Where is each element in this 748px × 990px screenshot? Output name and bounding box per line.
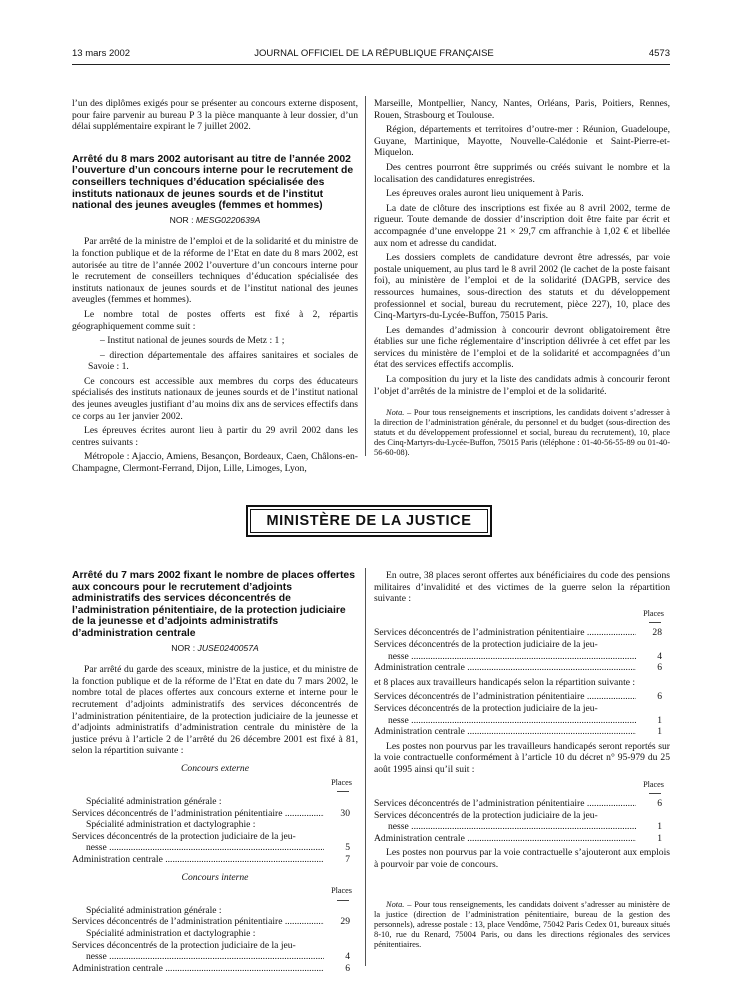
paragraph: Ce concours est accessible aux membres du corps des éducateurs spécialisés des instituts nationaux de jeunes sourds et de l’institut national des jeunes aveugles justifiant d’au moins dix ans de services effectifs dans ce corps au 1er janvier 2002. <box>72 375 358 422</box>
table-row: nesse ..... 5 <box>72 842 358 854</box>
places-header: Places <box>374 779 670 795</box>
specialty-label: Spécialité administration et dactylographie : <box>86 819 256 831</box>
places-header: Places <box>72 777 358 793</box>
external-exam-caption: Concours externe <box>181 762 249 774</box>
table-row: Administration centrale ..... 1 <box>374 833 670 845</box>
table-row: nesse ..... 1 <box>374 821 670 833</box>
table-row: Administration centrale ..... 6 <box>374 662 670 674</box>
header-journal-title: JOURNAL OFFICIEL DE LA RÉPUBLIQUE FRANÇAISE <box>254 48 494 59</box>
table-row: Services déconcentrés de la protection judiciaire de la jeu- <box>374 809 598 821</box>
paragraph: En outre, 38 places seront offertes aux bénéficiaires du code des pensions militaires d’invalidité et des victimes de la guerre selon la répartition suivante : <box>374 570 670 605</box>
table-row: Administration centrale ..... 6 <box>72 963 358 975</box>
paragraph: Par arrêté de la ministre de l’emploi et de la solidarité et du ministre de la fonction publique et de la réforme de l’Etat en date du 8 mars 2002, est autorisée au titre de l’année 2002 l’ouverture d’un concours interne pour le recrutement de conseillers techniques d’éducation spécialisée des instituts nationaux de jeunes sourds et de l’institut national des jeunes aveugles (femmes et hommes). <box>72 236 358 306</box>
paragraph: Les épreuves écrites auront lieu à partir du 29 avril 2002 dans les centres suivants : <box>72 425 358 448</box>
column-divider <box>365 568 366 966</box>
places-header: Places <box>72 885 358 901</box>
list-item: – Institut national de jeunes sourds de Metz : 1 ; <box>100 335 285 347</box>
bottom-right-column <box>374 570 670 953</box>
list-item: – direction départementale des affaires sanitaires et sociales de Savoie : 1. <box>88 349 358 373</box>
ministry-banner: MINISTÈRE DE LA JUSTICE <box>246 505 492 537</box>
table-row: Services déconcentrés de la protection judiciaire de la jeu- <box>374 702 598 714</box>
table-row: Services déconcentrés de l’administration pénitentiaire ..... 6 <box>374 798 670 810</box>
paragraph: Les dossiers complets de candidature devront être adressés, par voie postale uniquement, au plus tard le 8 avril 2002 (le cachet de la poste faisant foi), au ministère de l’emploi et de la solidarité (DAGPB, service des ressources humaines, sous-direction des statuts et du développement professionnel et social, bureau du recrutement, pièce 227), 10, place des Cinq-Martyrs-du-Lycée-Buffon, 75015 Paris. <box>374 252 670 322</box>
paragraph: Les épreuves orales auront lieu uniquement à Paris. <box>386 188 584 200</box>
nota-note <box>374 900 670 950</box>
nota-text: – Pour tous renseignements et inscriptions, les candidats doivent s’adresser à la direction de l’administration générale, du personnel et du budget (sous-direction des statuts et du développement professionnel et social, bureau du recrutement), 10, place des Cinq-Martyrs-du-Lycée-Buffon, 75015 Paris (téléphone : 01-40-56-55-89 ou 01-40-56-60-08). <box>374 408 670 458</box>
specialty-label: Spécialité administration générale : <box>86 796 222 808</box>
column-divider <box>365 96 366 456</box>
nota-label: Nota. <box>386 899 405 909</box>
header-date: 13 mars 2002 <box>72 48 131 59</box>
nor-code: JUSE0240057A <box>197 642 259 653</box>
nor-reference <box>72 643 358 655</box>
table-row: Administration centrale ..... 7 <box>72 854 358 866</box>
paragraph: Des centres pourront être supprimés ou créés suivant le nombre et la localisation des candidatures enregistrées. <box>374 161 670 185</box>
top-right-column <box>374 98 670 461</box>
table-row: Services déconcentrés de la protection judiciaire de la jeu- <box>72 830 296 842</box>
paragraph: La date de clôture des inscriptions est fixée au 8 avril 2002, terme de rigueur. Toute demande de dossier d’inscription doit être faite par écrit et accompagnée d’une enveloppe 21 × 29,7 cm affranchie à 1,02 € et libellée aux nom et adresse du candidat. <box>374 202 670 249</box>
paragraph: Les demandes d’admission à concourir devront obligatoirement être établies sur une fiche réglementaire d’inscription délivrée à cet effet par les services du ministère de l’emploi et de la solidarité et accompagnées d’un état des services effectifs accomplis. <box>374 324 670 371</box>
table-row: nesse ..... 4 <box>374 651 670 663</box>
table-row: Services déconcentrés de l’administration pénitentiaire ..... 6 <box>374 691 670 703</box>
intro-text: l’un des diplômes exigés pour se présenter au concours externe disposent, pour faire parvenir au bureau P 3 la pièce manquante à leur dossier, d’un délai supplémentaire expirant le 7 juillet 2002. <box>72 98 358 133</box>
top-left-column <box>72 98 358 478</box>
places-header: Places <box>374 608 670 624</box>
table-row: Administration centrale ..... 1 <box>374 726 670 738</box>
paragraph: Région, départements et territoires d’outre-mer : Réunion, Guadeloupe, Guyane, Martinique, Mayotte, Nouvelle-Calédonie et Saint-Pierre-et-Miquelon. <box>374 124 670 159</box>
internal-exam-caption: Concours interne <box>181 871 249 883</box>
paragraph: Métropole : Ajaccio, Amiens, Besançon, Bordeaux, Caen, Châlons-en-Champagne, Clermont-Ferrand, Dijon, Lille, Limoges, Lyon, <box>72 451 358 475</box>
paragraph: Le nombre total de postes offerts est fixé à 2, répartis géographiquement comme suit : <box>72 308 358 332</box>
decree-title-justice: Arrêté du 7 mars 2002 fixant le nombre de places offertes aux concours pour le recrutement d’adjoints administratifs des services déconcentrés de l’administration pénitentiaire, de la protection judiciaire de la jeunesse et d’adjoints administratifs d’administration centrale <box>72 570 355 639</box>
paragraph: et 8 places aux travailleurs handicapés selon la répartition suivante : <box>374 676 636 688</box>
table-row: Services déconcentrés de l’administration pénitentiaire ..... 30 <box>72 808 358 820</box>
nor-label: NOR : <box>171 642 196 653</box>
bottom-left-column <box>72 570 358 974</box>
specialty-label: Spécialité administration générale : <box>86 904 222 916</box>
nota-text: – Pour tous renseignements, les candidats doivent s’adresser au ministère de la justice (direction de l’administration pénitentiaire, bureau de la gestion des personnels), adresse postale : 13, place Vendôme, 75042 Paris Cedex 01, bureaux situés 8-10, rue du Renard, 75004 Paris, ou dans les directions régionales des services pénitentiaires. <box>374 899 670 949</box>
table-row: Services déconcentrés de la protection judiciaire de la jeu- <box>72 939 296 951</box>
header-page-number: 4573 <box>648 48 670 59</box>
table-row: Services déconcentrés de l’administration pénitentiaire ..... 28 <box>374 627 670 639</box>
paragraph: La composition du jury et la liste des candidats admis à concourir feront l’objet d’arrêtés de la ministre de l’emploi et de la solidarité. <box>374 374 670 397</box>
decree-title-education: Arrêté du 8 mars 2002 autorisant au titre de l’année 2002 l’ouverture d’un concours interne pour le recrutement de conseillers techniques d’éducation spécialisée des instituts nationaux de jeunes sourds et de l’institut national des jeunes aveugles (femmes et hommes) <box>72 153 354 212</box>
paragraph: Les postes non pourvus par la voie contractuelle s’ajouteront aux emplois à pourvoir par voie de concours. <box>374 847 670 871</box>
nota-note <box>374 408 670 458</box>
table-row: nesse ..... 4 <box>72 951 358 963</box>
nor-reference <box>72 215 358 227</box>
paragraph: Marseille, Montpellier, Nancy, Nantes, Orléans, Paris, Poitiers, Rennes, Rouen, Strasbourg et Toulouse. <box>374 98 670 121</box>
table-row: Services déconcentrés de l’administration pénitentiaire ..... 29 <box>72 916 358 928</box>
paragraph: Par arrêté du garde des sceaux, ministre de la justice, et du ministre de la fonction publique et de la réforme de l’Etat en date du 7 mars 2002, le nombre total de places offertes aux concours externe et interne pour le recrutement d’adjoints administratifs des services déconcentrés de l’administration pénitentiaire, de la protection judiciaire de la jeunesse et d’adjoints administratifs d’administration centrale du ministère de la justice prévu à l’article 2 de l’arrêté du 26 décembre 2001 est fixé à 81, selon la répartition suivante : <box>72 664 358 757</box>
specialty-label: Spécialité administration et dactylographie : <box>86 928 256 940</box>
nor-label: NOR : <box>169 214 194 225</box>
nor-code: MESG0220639A <box>195 214 261 225</box>
table-row: nesse ..... 1 <box>374 715 670 727</box>
header-rule <box>72 64 670 65</box>
paragraph: Les postes non pourvus par les travailleurs handicapés seront reportés sur la voie contractuelle conformément à l’article 10 du décret n° 95-979 du 25 août 1995 ainsi qu’il suit : <box>374 740 670 775</box>
table-row: Services déconcentrés de la protection judiciaire de la jeu- <box>374 638 598 650</box>
nota-label: Nota. <box>386 408 405 418</box>
